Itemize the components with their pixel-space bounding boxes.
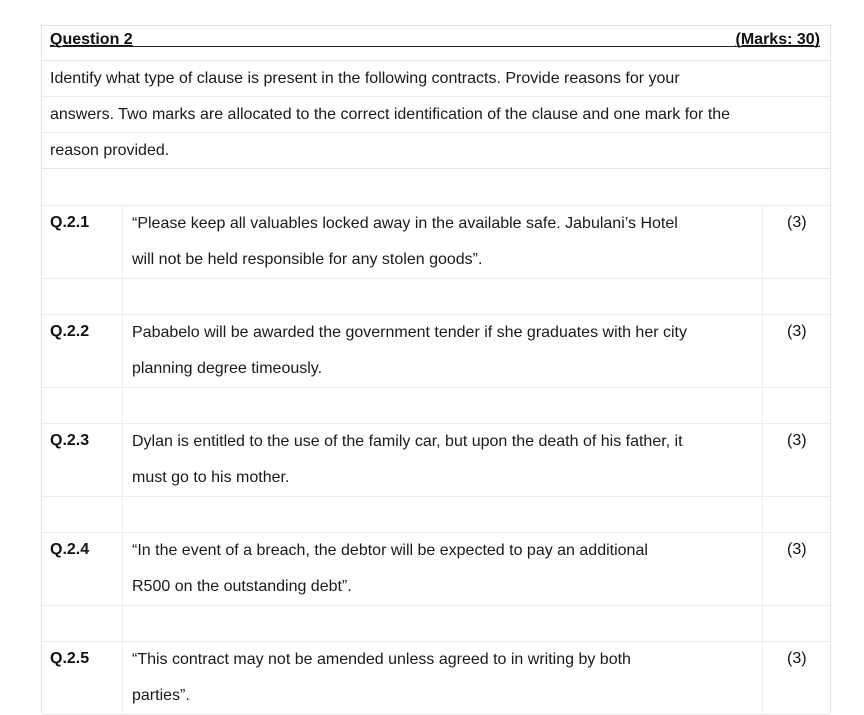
question-text-line: R500 on the outstanding debt”. xyxy=(132,578,352,595)
header-underline xyxy=(50,46,820,47)
question-number: Q.2.5 xyxy=(50,650,90,667)
question-text xyxy=(132,206,757,278)
question-number: Q.2.3 xyxy=(50,432,90,449)
question-instructions xyxy=(42,61,830,169)
question-mark: (3) xyxy=(787,323,807,340)
document-page xyxy=(41,25,831,713)
spacer-row xyxy=(42,388,830,424)
question-item xyxy=(42,533,830,606)
question-marks: (Marks: 30) xyxy=(735,31,820,48)
question-text-line: Dylan is entitled to the use of the family car, but upon the death of his father, it xyxy=(132,433,683,450)
question-text xyxy=(132,424,757,496)
question-mark: (3) xyxy=(787,214,807,231)
instruction-line: answers. Two marks are allocated to the correct identification of the clause and one mark for the xyxy=(42,97,830,133)
question-mark: (3) xyxy=(787,432,807,449)
instruction-line: Identify what type of clause is present in the following contracts. Provide reasons for your xyxy=(42,61,830,97)
question-item xyxy=(42,206,830,279)
spacer-row xyxy=(42,606,830,642)
question-item xyxy=(42,642,830,715)
spacer-row xyxy=(42,279,830,315)
question-number: Q.2.4 xyxy=(50,541,90,558)
question-text-line: must go to his mother. xyxy=(132,469,290,486)
question-number: Q.2.2 xyxy=(50,323,90,340)
instruction-line: reason provided. xyxy=(50,142,170,159)
question-text-line: Pababelo will be awarded the government tender if she graduates with her city xyxy=(132,324,687,341)
question-text xyxy=(132,533,757,605)
question-text xyxy=(132,315,757,387)
question-text-line: parties”. xyxy=(132,687,190,704)
question-text xyxy=(132,642,757,714)
spacer-row xyxy=(42,169,830,206)
question-mark: (3) xyxy=(787,541,807,558)
question-number: Q.2.1 xyxy=(50,214,90,231)
question-item xyxy=(42,315,830,388)
question-text-line: “This contract may not be amended unless agreed to in writing by both xyxy=(132,651,631,668)
question-text-line: “In the event of a breach, the debtor will be expected to pay an additional xyxy=(132,542,648,559)
question-mark: (3) xyxy=(787,650,807,667)
question-text-line: “Please keep all valuables locked away in the available safe. Jabulani’s Hotel xyxy=(132,215,678,232)
question-header xyxy=(42,26,830,61)
question-text-line: planning degree timeously. xyxy=(132,360,323,377)
question-item xyxy=(42,424,830,497)
spacer-row xyxy=(42,497,830,533)
question-title: Question 2 xyxy=(50,31,133,48)
question-text-line: will not be held responsible for any stolen goods”. xyxy=(132,251,483,268)
